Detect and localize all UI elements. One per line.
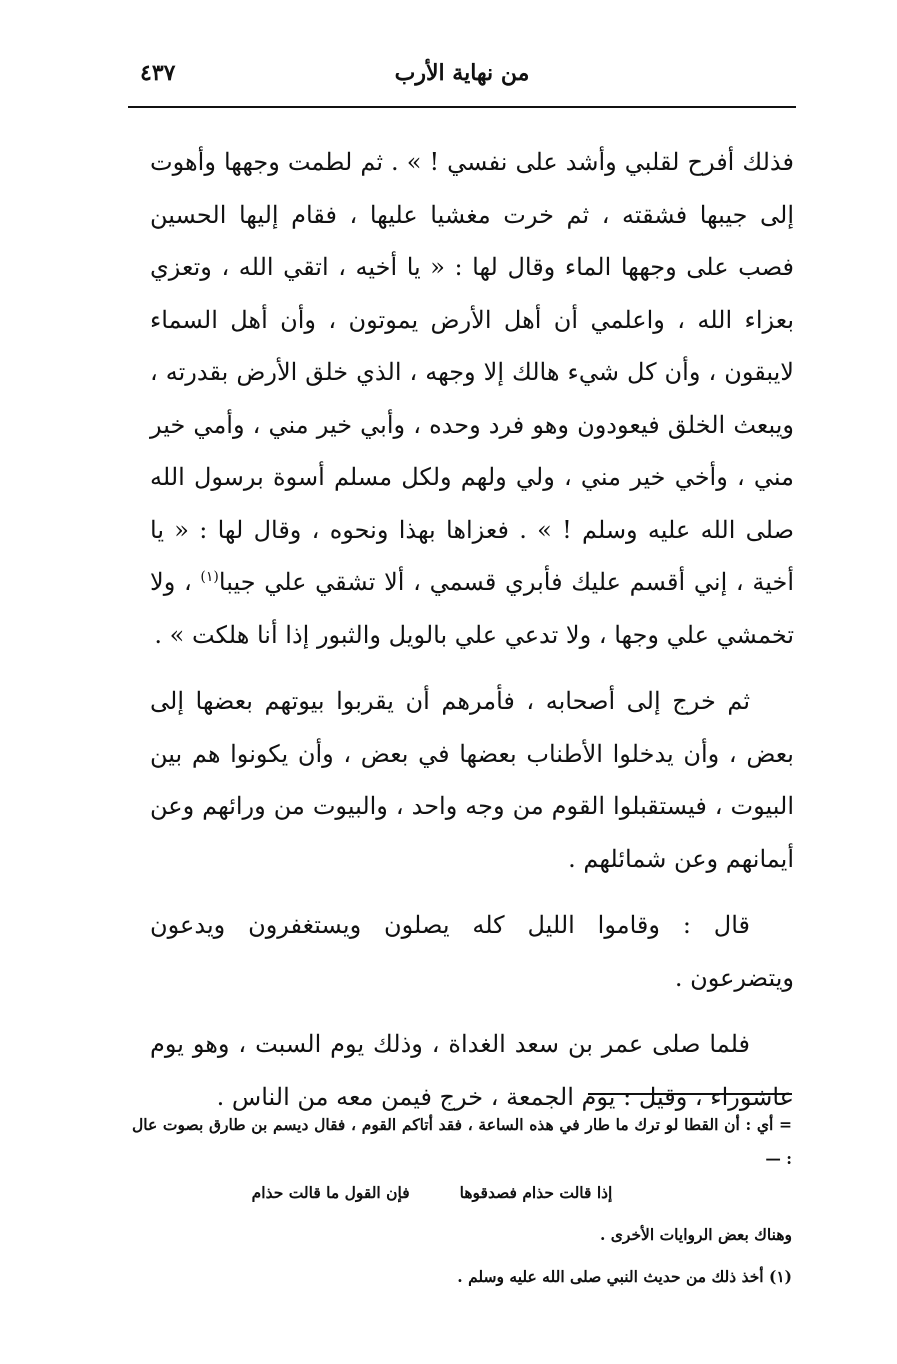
verse-hemistich-2: فإن القول ما قالت حذام xyxy=(251,1183,410,1202)
page-header xyxy=(128,58,796,98)
running-title: من نهاية الأرب xyxy=(394,60,530,86)
footnote-continuation: = أي : أن القطا لو ترك ما طار في هذه الساعة ، فقد أتاكم القوم ، فقال ديسم بن طارق بصوت عال : — xyxy=(132,1115,792,1168)
paragraph-1-part-a: فذلك أفرح لقلبي وأشد على نفسي ! » . ثم لطمت وجهها وأهوت إلى جيبها فشقته ، ثم خرت مغشيا عليها ، فقام إليها الحسين فصب على وجهها الماء وقال لها : « يا أخيه ، اتقي الله ، وتعزي بعزاء الله ، واعلمي أن أهل الأرض يموتون ، وأن أهل السماء لايبقون ، وأن كل شيء هالك إلا وجهه ، الذي خلق الأرض بقدرته ، ويبعث الخلق فيعودون وهو فرد وحده ، وأبي خير مني ، وأمي خير مني ، وأخي خير مني ، ولي ولهم ولكل مسلم أسوة برسول الله صلى الله عليه وسلم ! » . فعزاها بهذا ونحوه ، وقال لها : « يا أخية ، إني أقسم عليك فأبري قسمي ، ألا تشقي علي جيبا xyxy=(150,148,794,596)
paragraph-4: فلما صلى عمر بن سعد الغداة ، وذلك يوم السبت ، وهو يوم عاشوراء ، وقيل : يوم الجمعة ، خرج فيمن معه من الناس . xyxy=(150,1030,794,1111)
footnote-other-narrations: وهناك بعض الروايات الأخرى . xyxy=(599,1225,792,1244)
verse-hemistich-1: إذا قالت حذام فصدقوها xyxy=(459,1183,613,1202)
page-number: ٤٣٧ xyxy=(140,60,176,86)
footnote-marker: (١) xyxy=(200,569,219,585)
main-text xyxy=(150,136,794,1123)
paragraph-3: قال : وقاموا الليل كله يصلون ويستغفرون ويدعون ويتضرعون . xyxy=(150,911,794,992)
paragraph-2: ثم خرج إلى أصحابه ، فأمرهم أن يقربوا بيوتهم بعضها إلى بعض ، وأن يدخلوا الأطناب بعضها في بعض ، وأن يكونوا هم بين البيوت ، فيستقبلوا القوم من وجه واحد ، والبيوت من ورائهم وعن أيمانهم وعن شمائلهم . xyxy=(150,687,794,873)
verse-line xyxy=(132,1176,792,1210)
paragraph-1-part-b: ، ولا تخمشي علي وجها ، ولا تدعي علي بالويل والثبور إذا أنا هلكت » . xyxy=(150,568,794,649)
footnote-1: (١) أخذ ذلك من حديث النبي صلى الله عليه وسلم . xyxy=(457,1267,792,1286)
footnote-rule xyxy=(588,1093,792,1095)
paragraph-1 xyxy=(150,136,794,661)
footnotes xyxy=(132,1108,792,1294)
header-rule xyxy=(128,106,796,108)
